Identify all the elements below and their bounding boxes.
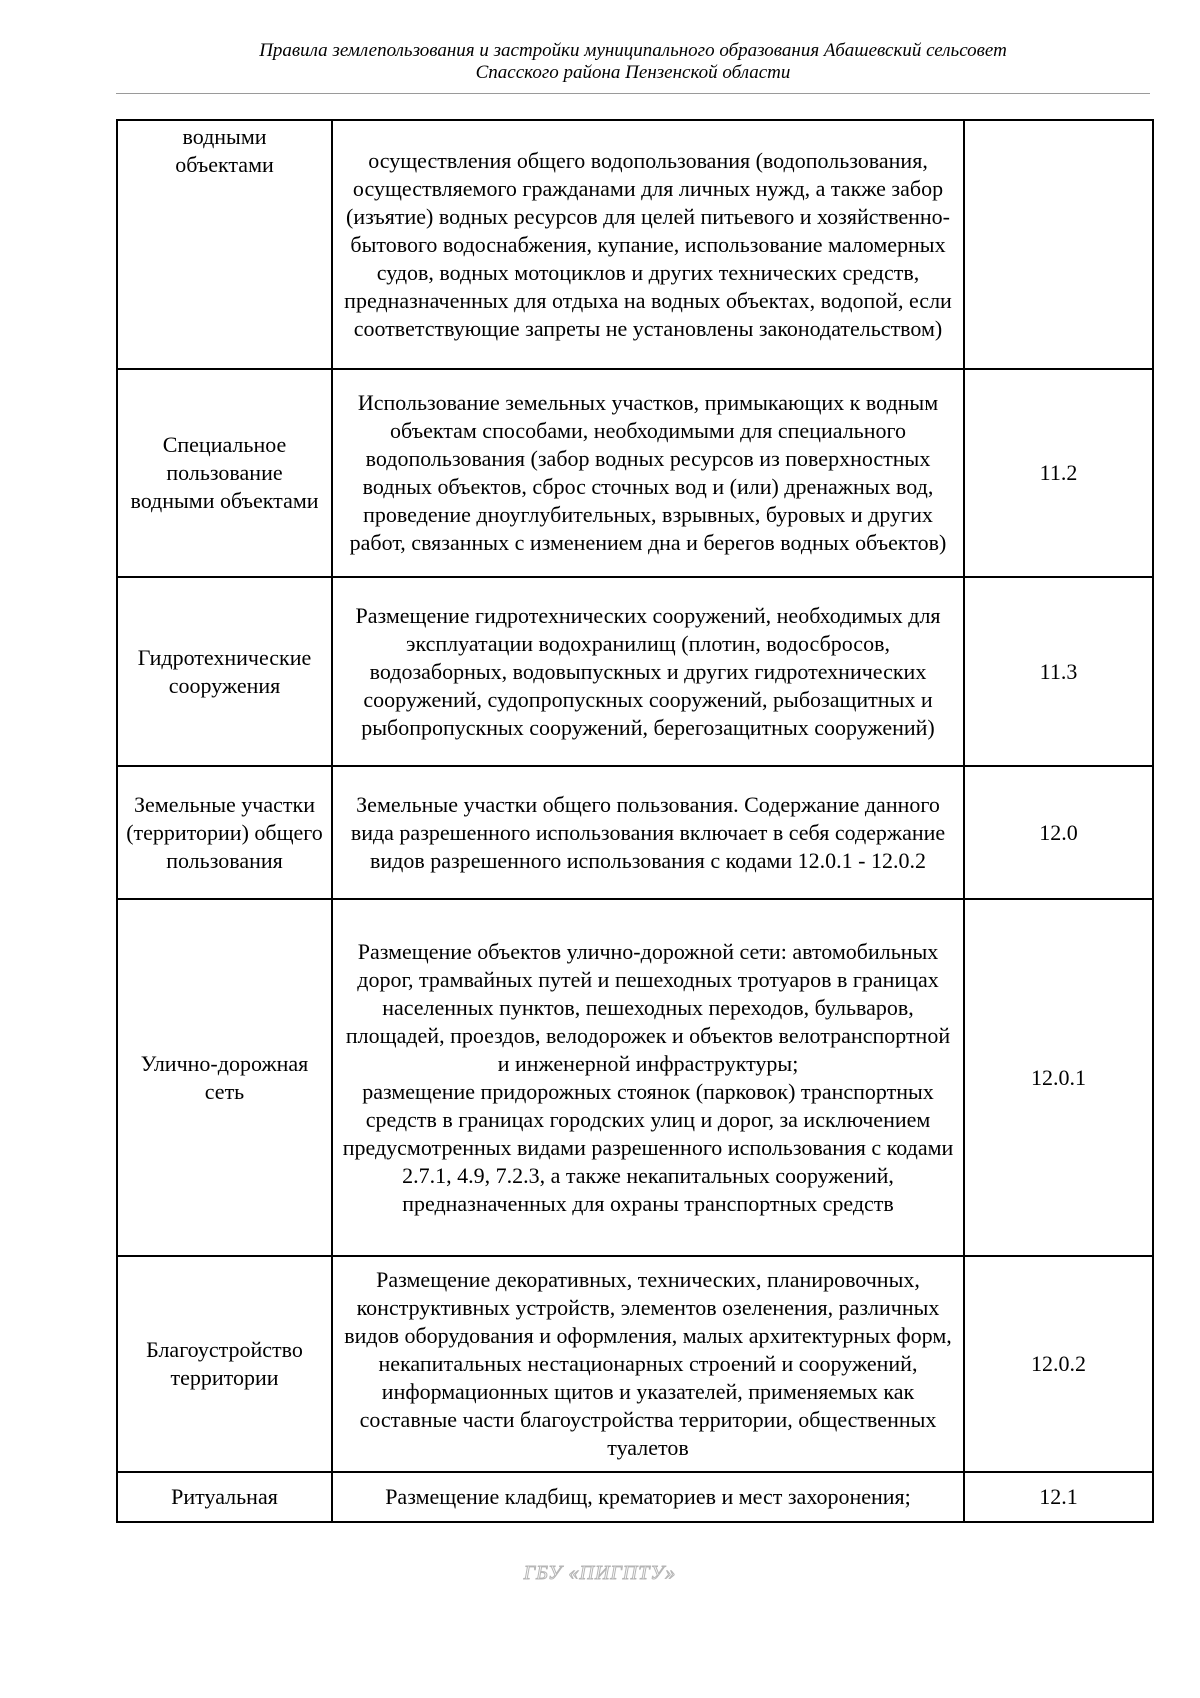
- land-use-code: 12.0.1: [964, 899, 1153, 1256]
- land-use-name: Улично-дорожная сеть: [117, 899, 332, 1256]
- land-use-name: Гидротехнические сооружения: [117, 577, 332, 766]
- land-use-description: Размещение объектов улично-дорожной сети: автомобильных дорог, трамвайных путей и пешеходных тротуаров в границах населенных пунктов, пешеходных переходов, бульваров, площадей, проездов, велодорожек и объектов велотранспортной и инженерной инфраструктуры; размещение придорожных стоянок (парковок) транспортных средств в границах городских улиц и дорог, за исключением предусмотренных видами разрешенного использования с кодами 2.7.1, 4.9, 7.2.3, а также некапитальных сооружений, предназначенных для охраны транспортных средств: [332, 899, 964, 1256]
- land-use-code: 12.0: [964, 766, 1153, 899]
- table-row: [117, 766, 1153, 899]
- table-row: [117, 577, 1153, 766]
- land-use-description: Размещение гидротехнических сооружений, необходимых для эксплуатации водохранилищ (плотин, водосбросов, водозаборных, водовыпускных и других гидротехнических сооружений, судопропускных сооружений, рыбозащитных и рыбопропускных сооружений, берегозащитных сооружений): [332, 577, 964, 766]
- organization-stamp: ГБУ «ПИГПТУ»: [523, 1562, 677, 1584]
- land-use-description: Земельные участки общего пользования. Содержание данного вида разрешенного использования включает в себя содержание видов разрешенного использования с кодами 12.0.1 - 12.0.2: [332, 766, 964, 899]
- land-use-name: Благоустройство территории: [117, 1256, 332, 1472]
- land-use-table: [116, 119, 1154, 1523]
- land-use-code: 11.3: [964, 577, 1153, 766]
- land-use-code: 12.1: [964, 1472, 1153, 1522]
- header-title-line-1: Правила землепользования и застройки муниципального образования Абашевский сельсовет: [259, 40, 1007, 61]
- land-use-description: Размещение кладбищ, крематориев и мест захоронения;: [332, 1472, 964, 1522]
- land-use-code: 12.0.2: [964, 1256, 1153, 1472]
- land-use-code: 11.2: [964, 369, 1153, 577]
- header-title-line-2: Спасского района Пензенской области: [475, 62, 791, 83]
- land-use-description: Размещение декоративных, технических, планировочных, конструктивных устройств, элементов озеленения, различных видов оборудования и оформления, малых архитектурных форм, некапитальных нестационарных строений и сооружений, информационных щитов и указателей, применяемых как составные части благоустройства территории, общественных туалетов: [332, 1256, 964, 1472]
- header-divider: [116, 93, 1150, 94]
- table-row: [117, 120, 1153, 369]
- page-header: [116, 40, 1150, 84]
- land-use-name: Специальное пользование водными объектами: [117, 369, 332, 577]
- land-use-name: водными объектами: [117, 120, 332, 369]
- table-row: [117, 1472, 1153, 1522]
- land-use-description: осуществления общего водопользования (водопользования, осуществляемого гражданами для личных нужд, а также забор (изъятие) водных ресурсов для целей питьевого и хозяйственно-бытового водоснабжения, купание, использование маломерных судов, водных мотоциклов и других технических средств, предназначенных для отдыха на водных объектах, водопой, если соответствующие запреты не установлены законодательством): [332, 120, 964, 369]
- land-use-code: [964, 120, 1153, 369]
- table-row: [117, 369, 1153, 577]
- land-use-name: Земельные участки (территории) общего пользования: [117, 766, 332, 899]
- table-row: [117, 899, 1153, 1256]
- land-use-description: Использование земельных участков, примыкающих к водным объектам способами, необходимыми для специального водопользования (забор водных ресурсов из поверхностных водных объектов, сброс сточных вод и (или) дренажных вод, проведение дноуглубительных, взрывных, буровых и других работ, связанных с изменением дна и берегов водных объектов): [332, 369, 964, 577]
- land-use-name: Ритуальная: [117, 1472, 332, 1522]
- table-row: [117, 1256, 1153, 1472]
